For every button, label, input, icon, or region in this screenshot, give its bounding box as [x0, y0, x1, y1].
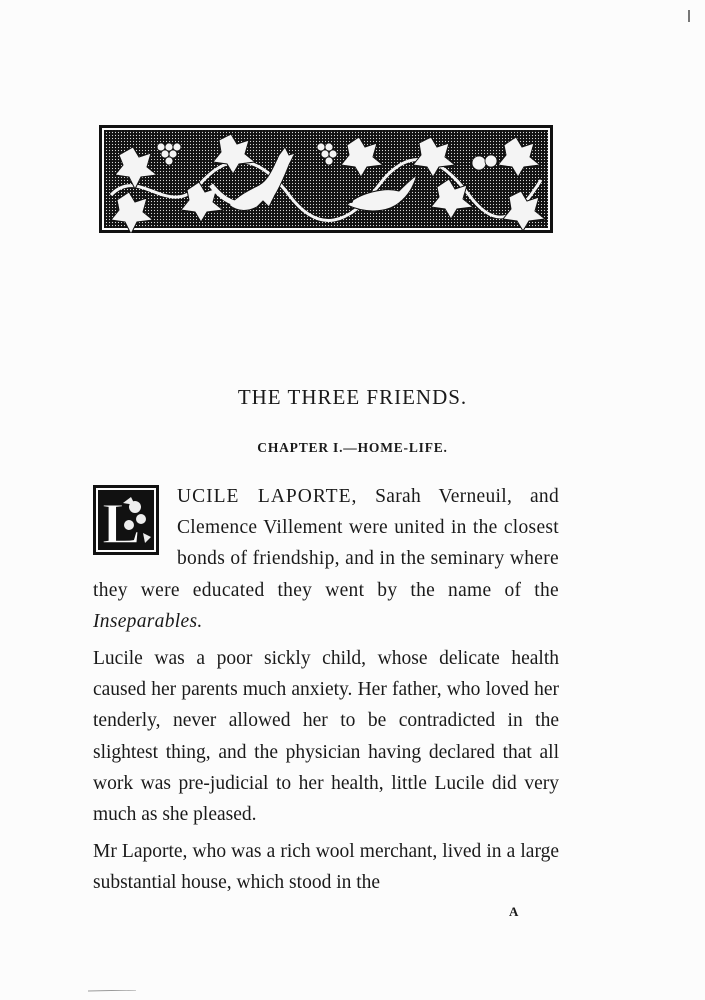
paragraph-2: Lucile was a poor sickly child, whose delicate health caused her parents much anxiety. Her father, who loved her tenderly, never allowed her to be contradicted in the slightest thing, and the physician having declared that all work was pre-judicial to her health, little Lucile did very much as she pleased.	[93, 648, 559, 826]
chapter-heading: CHAPTER I.—HOME-LIFE.	[257, 440, 448, 455]
dropcap-initial-l	[93, 485, 159, 555]
signature-mark: A	[509, 904, 519, 919]
opening-words: UCILE LAPORTE,	[177, 486, 358, 507]
svg-text:L: L	[102, 491, 141, 555]
ornamental-headpiece	[99, 125, 553, 233]
paragraph-1-italic: Inseparables.	[93, 610, 203, 632]
paragraph-3: Mr Laporte, who was a rich wool merchant, lived in a large substantial house, which stood in the	[93, 841, 559, 894]
story-title: THE THREE FRIENDS.	[237, 385, 468, 409]
body-text	[93, 481, 559, 899]
paragraph-1-text: Sarah Verneuil, and Clemence Villement were united in the closest bonds of friendship, and in the seminary where they were educated they went by the name of the	[93, 486, 559, 601]
corner-mark	[688, 10, 690, 22]
page-edge-mark	[88, 990, 136, 992]
